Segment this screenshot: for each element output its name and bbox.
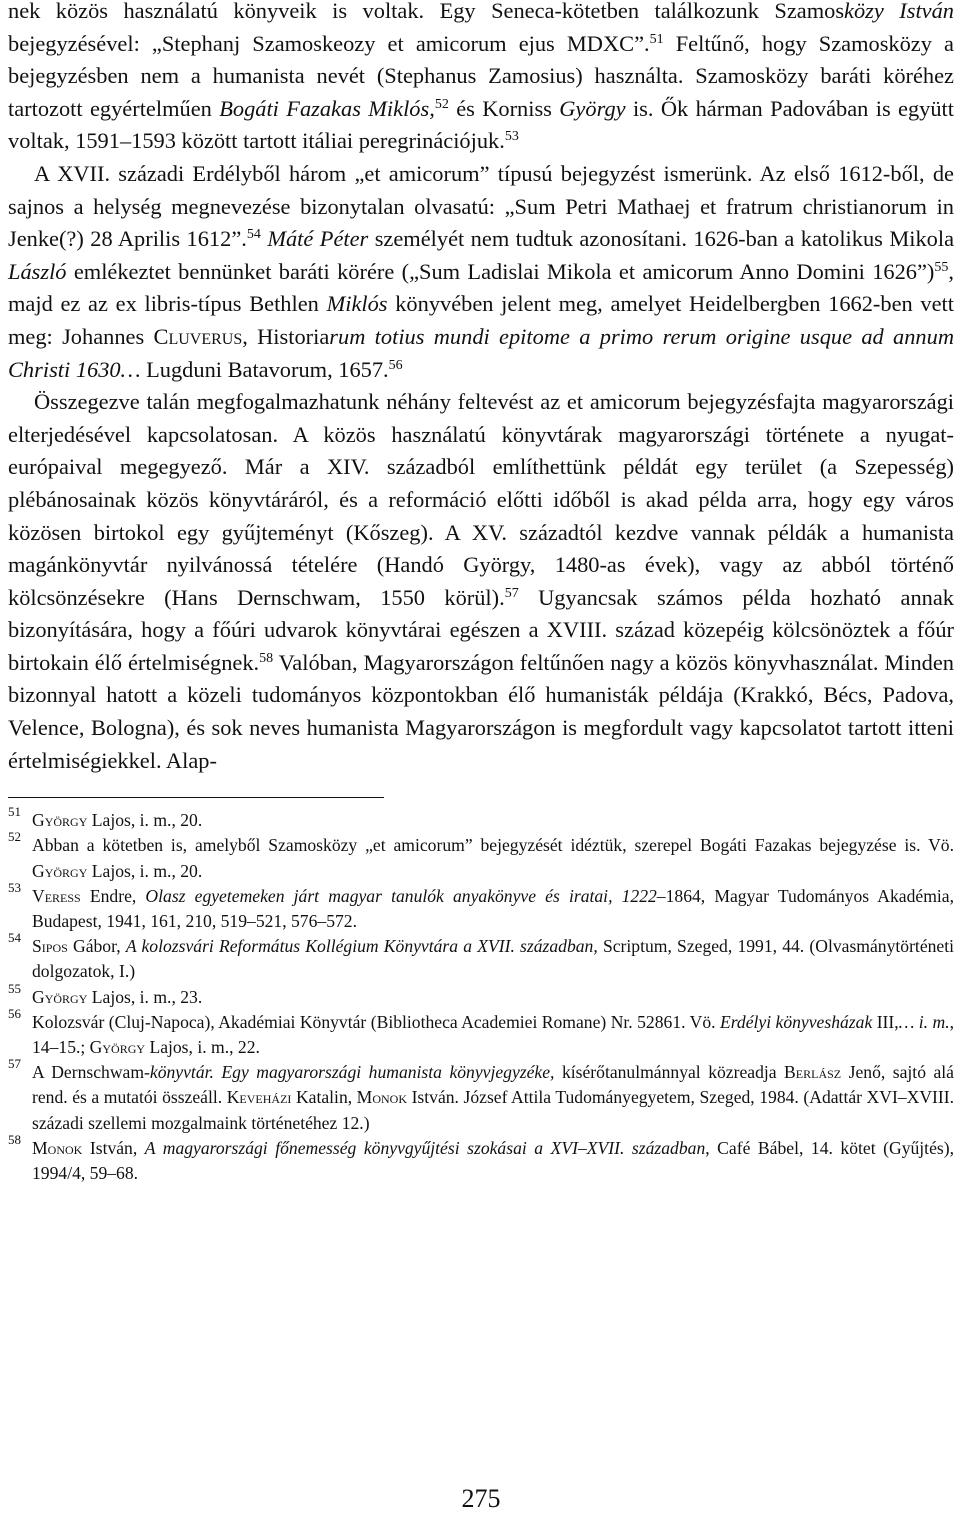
- footnote-number: 51: [8, 804, 21, 820]
- footnote-number: 57: [8, 1056, 21, 1072]
- footnote-53: [8, 879, 954, 934]
- document-page: [8, 0, 954, 1524]
- footnote-number: 56: [8, 1005, 21, 1021]
- footnote-text: A Dernschwam-könyvtár. Egy magyarországi humanista könyvjegyzéke, kísérőtanulmánnyal közreadja Berlász Jenő, sajtó alá rend. és a mutatói összeáll. Keveházi Katalin, Monok István. József Attila Tudományegyetem, Szeged, 1984. (Adattár XVI–XVIII. századi szellemi mozgalmaink történetéhez 12.): [32, 1062, 954, 1133]
- footnote-text: György Lajos, i. m., 20.: [32, 810, 203, 831]
- footnote-54: [8, 930, 955, 984]
- footnote-text: Sipos Gábor, A kolozsvári Református Kollégium Könyvtára a XVII. században, Scriptum, Szeged, 1991, 44. (Olvasmánytörténeti dolgozatok, I.): [32, 936, 955, 982]
- footnote-text: Abban a kötetben is, amelyből Szamosközy „et amicorum” bejegyzését idéztük, szerepel Bogáti Fazakas bejegyzése is. Vö. György Lajos, i. m., 20.: [32, 835, 954, 881]
- body-text: [8, 0, 954, 777]
- footnote-number: 54: [8, 930, 21, 946]
- footnote-58: [8, 1131, 954, 1186]
- footnote-52: [8, 829, 954, 883]
- paragraph-1: nek közös használatú könyveik is voltak. Egy Seneca-kötetben találkozunk Szamosközy István bejegyzésével: „Stephanj Szamoskeozy et amicorum ejus MDXC”.$^{51}$ Feltűnő, hogy Szamosközy a bejegyzésben nem a humanista nevét (Stephanus Zamosius) használta. Szamosközy baráti köréhez tartozott egyértelműen Bogáti Fazakas Miklós,$^{52}$ és Korniss György is. Ők hárman Padovában is együtt voltak, 1591–1593 között tartott itáliai peregrinációjuk.$^{53}$: [8, 0, 955, 154]
- footnotes: [8, 804, 955, 1186]
- footnote-text: György Lajos, i. m., 23.: [32, 986, 203, 1007]
- footnote-text: Kolozsvár (Cluj-Napoca), Akadémiai Könyvtár (Bibliotheca Academiei Romane) Nr. 52861. Vö. Erdélyi könyvesházak III,… i. m., 14–15.; György Lajos, i. m., 22.: [32, 1011, 954, 1058]
- footnote-number: 52: [8, 829, 21, 845]
- footnote-55: [8, 980, 954, 1010]
- footnote-number: 58: [8, 1131, 21, 1147]
- footnote-number: 53: [8, 879, 21, 895]
- footnote-text: Veress Endre, Olasz egyetemeken járt magyar tanulók anyakönyve és iratai, 1222–1864, Magyar Tudományos Akadémia, Budapest, 1941, 161, 210, 519–521, 576–572.: [32, 885, 954, 932]
- footnote-separator: [8, 797, 384, 798]
- paragraph-3: Összegezve talán megfogalmazhatunk néhány feltevést az et amicorum bejegyzésfajta magyarországi elterjedésével kapcsolatosan. A közös használatú könyvtárak magyarországi története a nyugat-európaival megegyező. Már a XIV. századból említhettünk példát egy terület (a Szepesség) plébánosainak közös könyvtáráról, és a reformáció előtti időből is akad példa arra, hogy egy város közösen birtokol egy gyűjteményt (Kőszeg). A XV. századtól kezdve vannak példák a humanista magánkönyvtár nyilvánossá tételére (Handó György, 1480-as évek), vagy az abból történő kölcsönzésekre (Hans Dernschwam, 1550 körül).$^{57}$ Ugyancsak számos példa hozható annak bizonyítására, hogy a főúri udvarok könyvtárai egészen a XVIII. század közepéig kölcsönöztek a főúr birtokain élő értelmiségnek.$^{58}$ Valóban, Magyarországon feltűnően nagy a közös könyvhasználat. Minden bizonnyal hatott a közeli tudományos központokban élő humanisták példája (Krakkó, Bécs, Padova, Velence, Bologna), és sok neves humanista Magyarországon is megfordult vagy kapcsolatot tartott itteni értelmiségiekkel. Alap-: [8, 389, 954, 773]
- footnote-56: [8, 1005, 954, 1060]
- footnote-51: [8, 804, 954, 833]
- footnote-number: 55: [8, 980, 21, 996]
- page-number: 275: [461, 1484, 501, 1513]
- footnote-text: Monok István, A magyarországi főnemesség könyvgyűjtési szokásai a XVI–XVII. században, Café Bábel, 14. kötet (Gyűjtés), 1994/4, 59–68.: [32, 1137, 954, 1184]
- paragraph-2: A XVII. századi Erdélyből három „et amicorum” típusú bejegyzést ismerünk. Az első 1612-ből, de sajnos a helység megnevezése bizonytalan olvasatú: „Sum Petri Mathaej et fratrum christianorum in Jenke(?) 28 Aprilis 1612”.$^{54}$ Máté Péter személyét nem tudtuk azonosítani. 1626-ban a katolikus Mikola László emlékeztet bennünket baráti körére („Sum Ladislai Mikola et amicorum Anno Domini 1626”)$^{55}$, majd ez az ex libris-típus Bethlen Miklós könyvében jelent meg, amelyet Heidelbergben 1662-ben vett meg: Johannes Cluverus, Historiarum totius mundi epitome a primo rerum origine usque ad annum Christi 1630… Lugduni Batavorum, 1657.56: [8, 160, 955, 382]
- footnote-57: [8, 1056, 954, 1136]
